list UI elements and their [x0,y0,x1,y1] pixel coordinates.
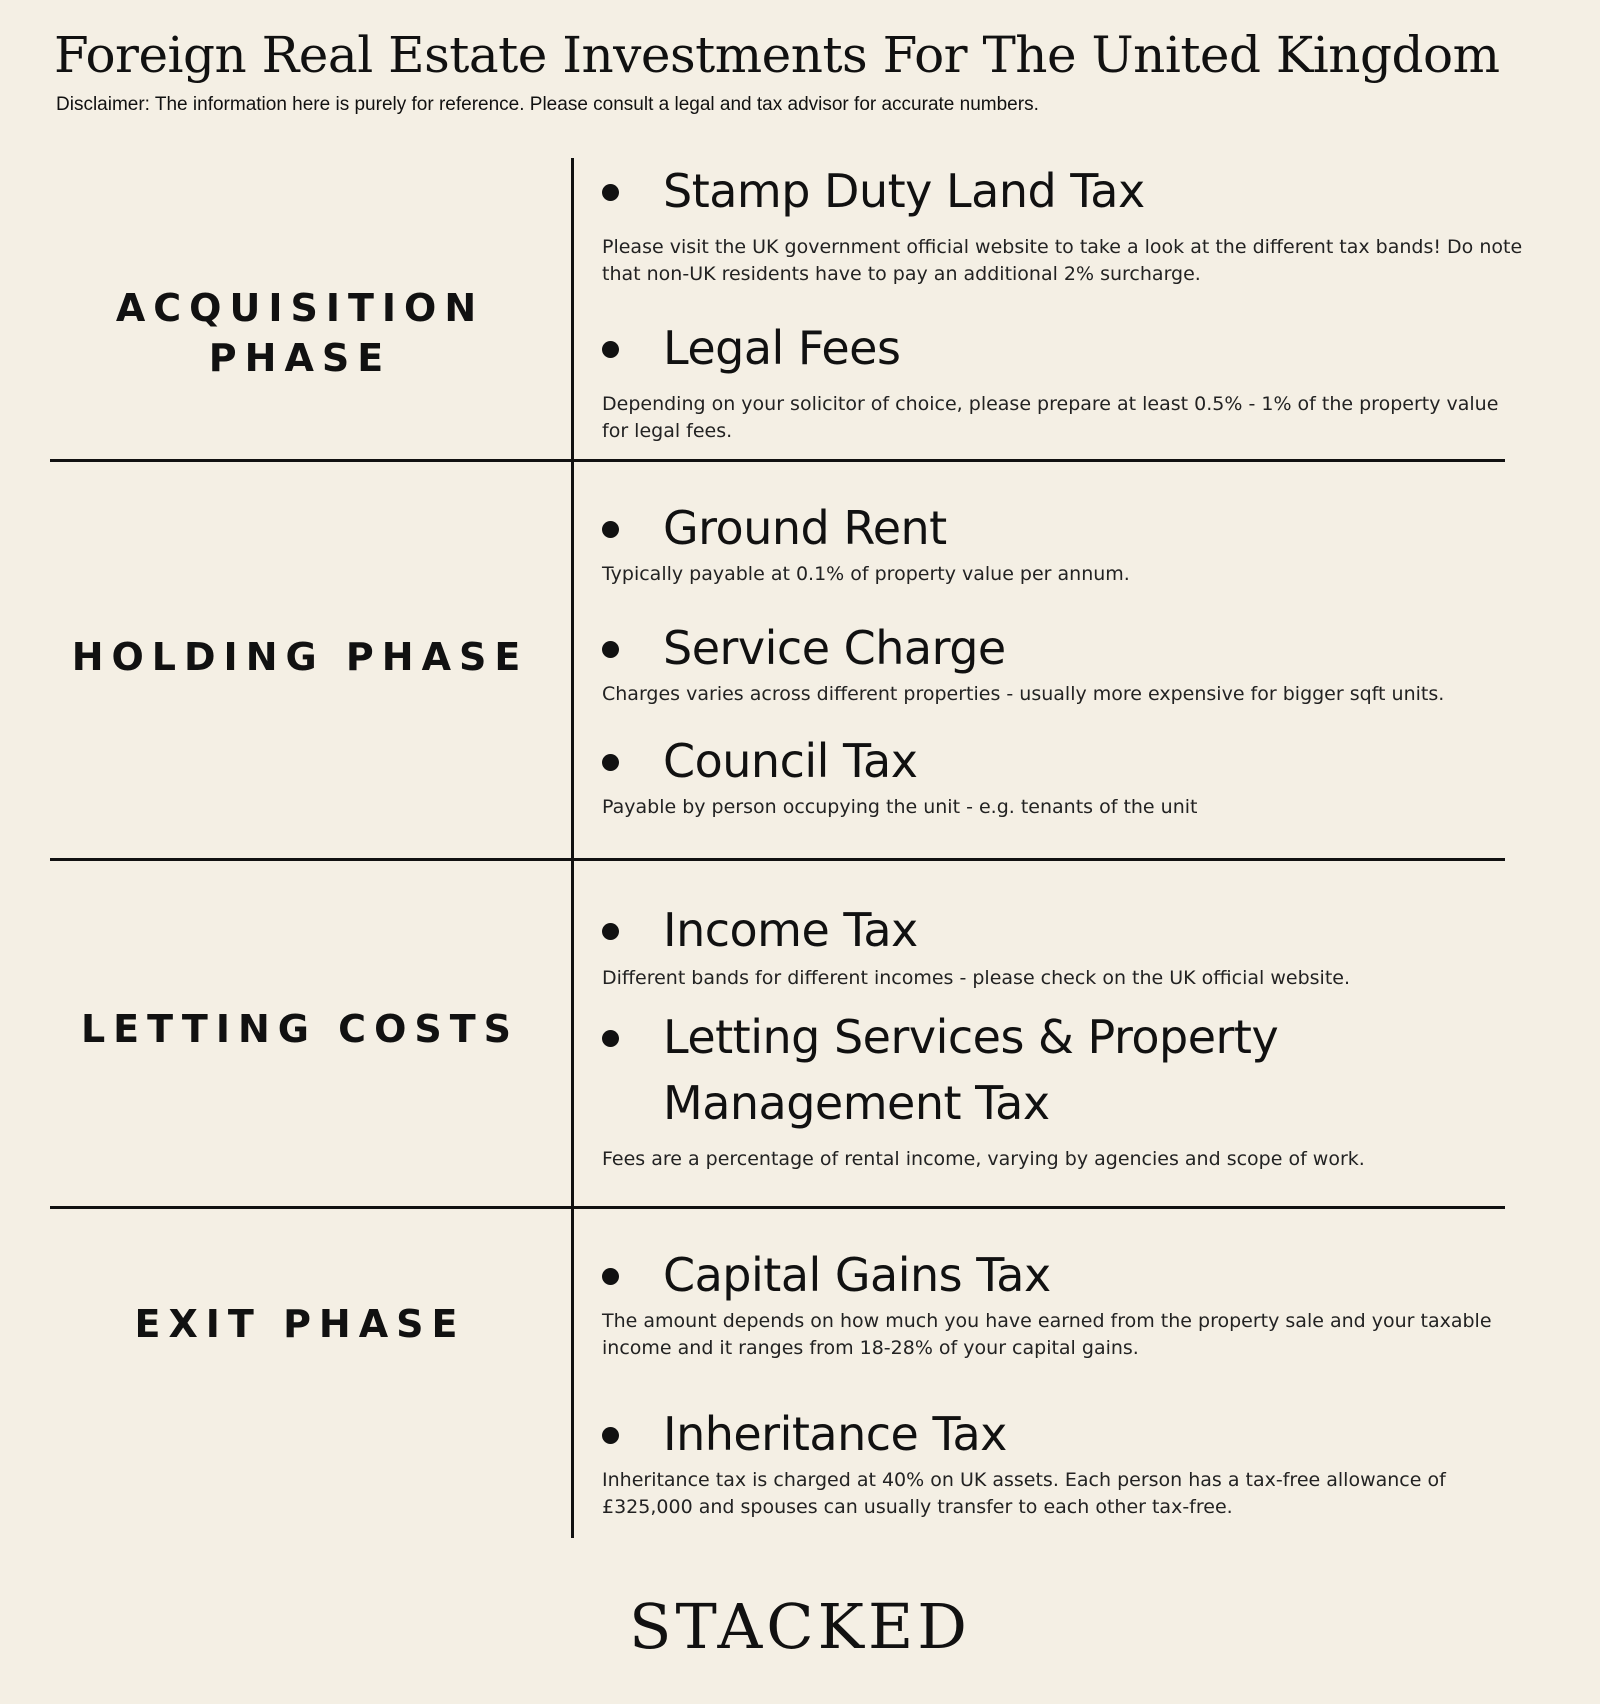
list-item [596,897,1526,992]
section-label-holding: HOLDING PHASE [71,635,529,679]
item-description: Typically payable at 0.1% of property value per annum. [602,563,1130,585]
list-item [596,615,1526,708]
bullet-icon [602,923,619,940]
item-description: Depending on your solicitor of choice, please prepare at least 0.5% - 1% of the property value for legal fees. [602,393,1499,442]
section-divider [50,459,1505,462]
list-item [596,1401,1526,1521]
item-description: Different bands for different incomes - please check on the UK official website. [602,967,1350,989]
bullet-icon [602,1427,619,1444]
item-description: Fees are a percentage of rental income, varying by agencies and scope of work. [602,1148,1365,1170]
list-item [596,495,1526,588]
section-label-exit: EXIT PHASE [134,1302,466,1346]
column-divider [571,158,574,1538]
item-title: Legal Fees [663,321,901,375]
list-item [596,315,1526,445]
item-title: Income Tax [663,903,918,957]
section-label-letting: LETTING COSTS [80,1007,520,1051]
item-description: Inheritance tax is charged at 40% on UK assets. Each person has a tax-free allowance of £325,000 and spouses can usually transfer to each other tax-free. [602,1469,1446,1518]
item-title: Stamp Duty Land Tax [663,164,1145,218]
bullet-icon [602,754,619,771]
item-description: Payable by person occupying the unit - e.g. tenants of the unit [602,796,1198,818]
item-title: Service Charge [663,621,1006,675]
list-item [596,728,1526,821]
item-title: Capital Gains Tax [663,1248,1051,1302]
list-item [596,1004,1526,1173]
disclaimer: Disclaimer: The information here is purely for reference. Please consult a legal and tax advisor for accurate numbers. [56,94,1039,115]
item-description: Please visit the UK government official website to take a look at the different tax bands! Do note that non-UK residents have to pay an additional 2% surcharge. [602,236,1523,285]
bullet-icon [602,1268,619,1285]
bullet-icon [602,341,619,358]
item-title: Letting Services & Property Management Tax [663,1010,1279,1130]
item-title: Council Tax [663,734,918,788]
brand-logo: STACKED [629,1590,971,1663]
section-label-line: ACQUISITION [115,286,485,330]
item-description: The amount depends on how much you have earned from the property sale and your taxable income and it ranges from 18-28% of your capital gains. [602,1310,1492,1359]
list-item [596,158,1526,288]
section-label-acquisition [50,283,550,383]
bullet-icon [602,184,619,201]
item-title: Inheritance Tax [663,1407,1007,1461]
bullet-icon [602,641,619,658]
item-title: Ground Rent [663,501,947,555]
section-divider [50,858,1505,861]
list-item [596,1242,1526,1362]
bullet-icon [602,1030,619,1047]
section-divider [50,1206,1505,1209]
item-description: Charges varies across different properties - usually more expensive for bigger sqft units. [602,683,1445,705]
bullet-icon [602,521,619,538]
page-title: Foreign Real Estate Investments For The United Kingdom [54,26,1500,84]
section-label-line: PHASE [208,336,392,380]
